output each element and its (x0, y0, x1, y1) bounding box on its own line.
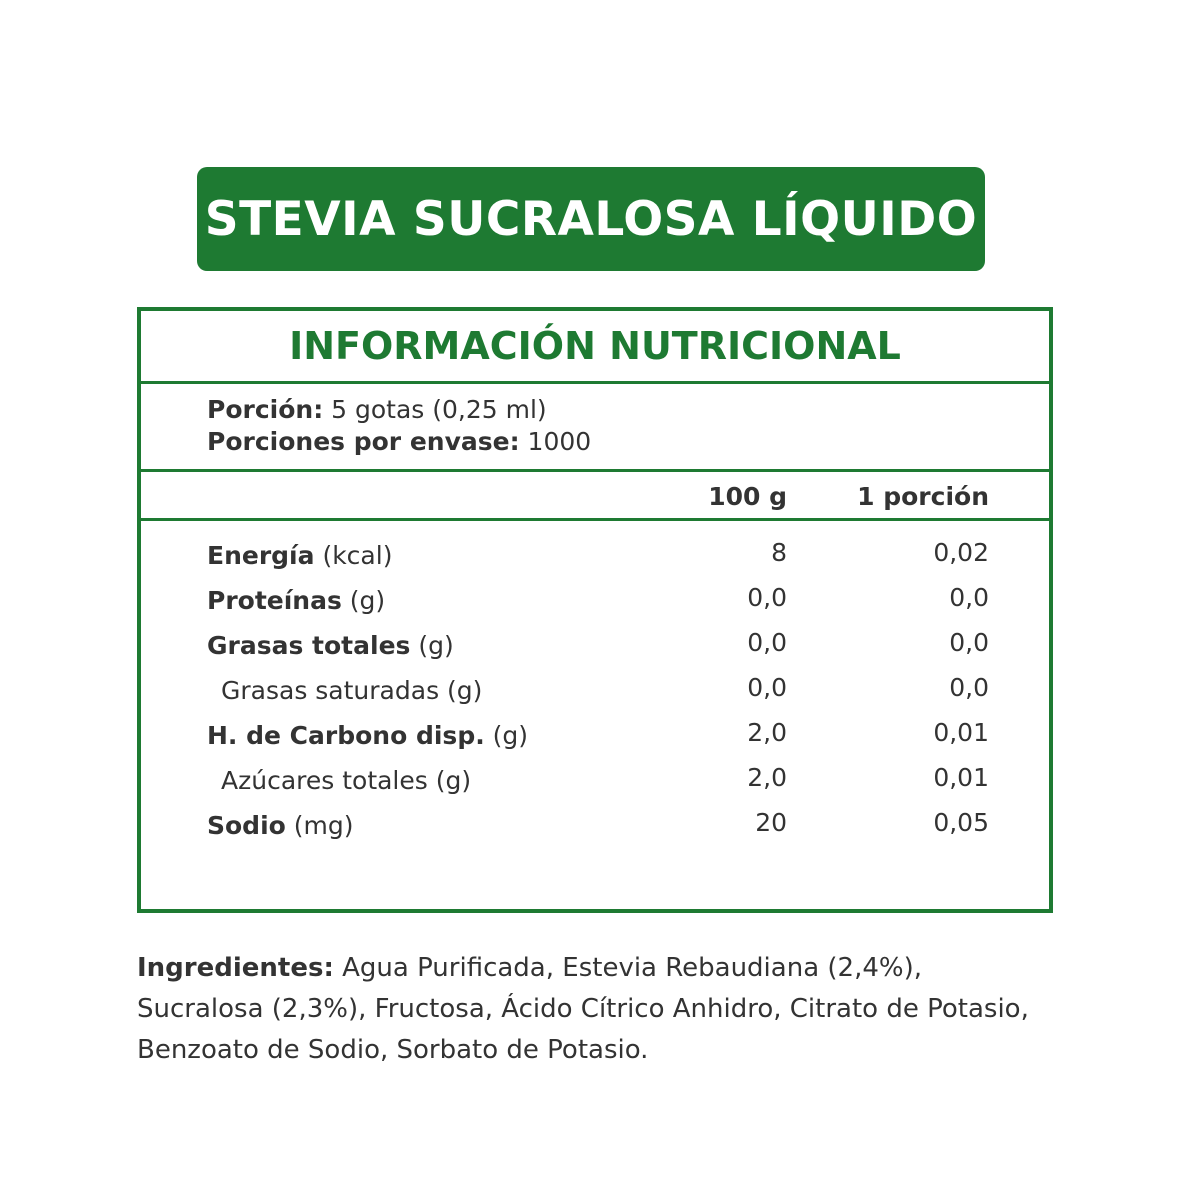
nutrient-label: Grasas totales (g) (207, 631, 454, 660)
nutrition-facts-panel (137, 307, 1053, 913)
servings-info (207, 427, 591, 456)
table-row (141, 718, 1049, 765)
portion-label: Porción: (207, 395, 324, 424)
value-100g: 0,0 (747, 628, 787, 657)
value-portion: 0,0 (949, 673, 989, 702)
divider (141, 381, 1049, 384)
ingredients-label: Ingredientes: (137, 953, 334, 983)
column-header-portion: 1 porción (857, 482, 989, 511)
value-portion: 0,05 (933, 808, 989, 837)
nutrient-sublabel: Grasas saturadas (g) (221, 676, 483, 705)
table-row (141, 763, 1049, 810)
table-row (141, 673, 1049, 720)
table-row (141, 628, 1049, 675)
value-100g: 0,0 (747, 583, 787, 612)
value-100g: 0,0 (747, 673, 787, 702)
product-title: STEVIA SUCRALOSA LÍQUIDO (204, 191, 978, 247)
servings-label: Porciones por envase: (207, 427, 520, 456)
nutrient-label: Sodio (mg) (207, 811, 354, 840)
value-portion: 0,01 (933, 763, 989, 792)
divider (141, 518, 1049, 521)
nutrient-label: Energía (kcal) (207, 541, 393, 570)
value-portion: 0,0 (949, 628, 989, 657)
value-100g: 20 (755, 808, 787, 837)
nutrient-sublabel: Azúcares totales (g) (221, 766, 472, 795)
value-100g: 2,0 (747, 718, 787, 747)
table-row (141, 583, 1049, 630)
table-row (141, 808, 1049, 855)
portion-value: 5 gotas (0,25 ml) (331, 395, 547, 424)
ingredients-list (137, 948, 1037, 1071)
servings-value: 1000 (527, 427, 592, 456)
value-portion: 0,01 (933, 718, 989, 747)
ingredients-text: Agua Purificada, Estevia Rebaudiana (2,4%), Sucralosa (2,3%), Fructosa, Ácido Cítrico Anhidro, Citrato de Potasio, Benzoato de Sodio, Sorbato de Potasio. (137, 953, 1029, 1065)
value-100g: 8 (771, 538, 787, 567)
value-portion: 0,0 (949, 583, 989, 612)
value-100g: 2,0 (747, 763, 787, 792)
column-header-100g: 100 g (708, 482, 787, 511)
product-title-banner (197, 167, 985, 271)
nutrition-title: INFORMACIÓN NUTRICIONAL (289, 324, 901, 368)
nutrient-label: Proteínas (g) (207, 586, 386, 615)
nutrient-label: H. de Carbono disp. (g) (207, 721, 529, 750)
portion-info (207, 395, 547, 424)
value-portion: 0,02 (933, 538, 989, 567)
table-row (141, 538, 1049, 585)
divider (141, 469, 1049, 472)
